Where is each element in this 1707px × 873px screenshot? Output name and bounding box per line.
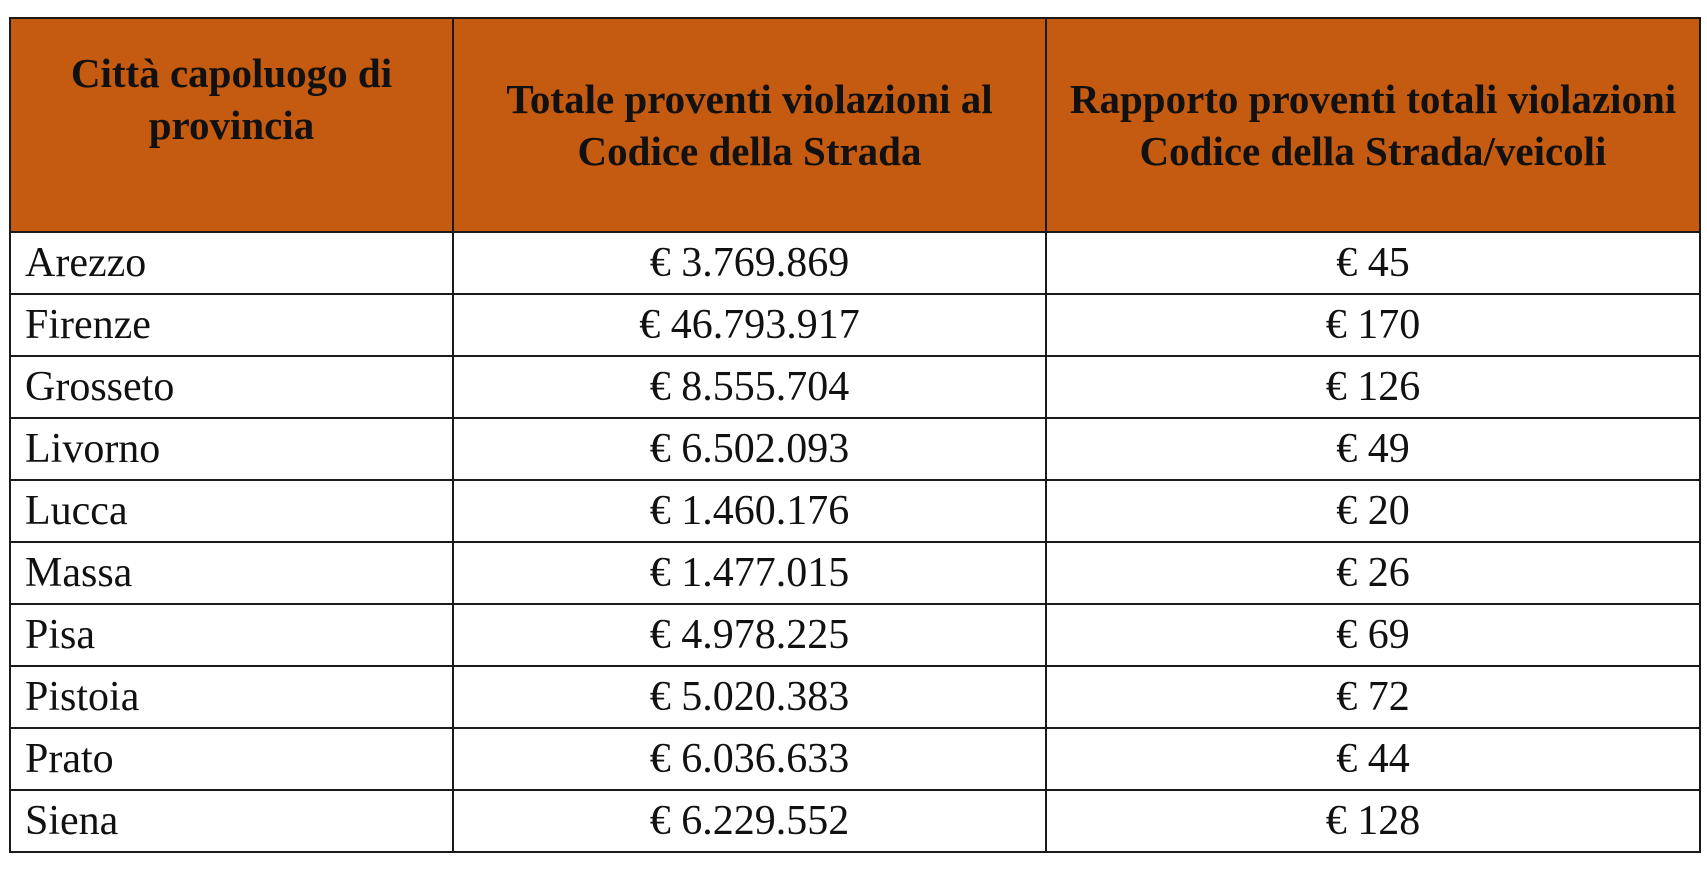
- table-row: [10, 232, 1700, 294]
- table-row: [10, 728, 1700, 790]
- cell-revenue-per-vehicle: € 44: [1046, 728, 1700, 790]
- header-total-revenue: Totale proventi violazioni al Codice della Strada: [453, 18, 1046, 232]
- cell-total-revenue: € 3.769.869: [453, 232, 1046, 294]
- cell-total-revenue: € 6.036.633: [453, 728, 1046, 790]
- table-body: [10, 232, 1700, 852]
- table-header: [10, 18, 1700, 232]
- cell-city: Prato: [10, 728, 453, 790]
- table-row: [10, 666, 1700, 728]
- cell-city: Livorno: [10, 418, 453, 480]
- table-row: [10, 480, 1700, 542]
- table-row: [10, 294, 1700, 356]
- cell-total-revenue: € 5.020.383: [453, 666, 1046, 728]
- cell-revenue-per-vehicle: € 72: [1046, 666, 1700, 728]
- cell-city: Pisa: [10, 604, 453, 666]
- cell-revenue-per-vehicle: € 69: [1046, 604, 1700, 666]
- cell-revenue-per-vehicle: € 126: [1046, 356, 1700, 418]
- cell-city: Massa: [10, 542, 453, 604]
- cell-city: Firenze: [10, 294, 453, 356]
- cell-total-revenue: € 6.502.093: [453, 418, 1046, 480]
- cell-revenue-per-vehicle: € 49: [1046, 418, 1700, 480]
- table-row: [10, 790, 1700, 852]
- cell-revenue-per-vehicle: € 128: [1046, 790, 1700, 852]
- header-revenue-per-vehicle: Rapporto proventi totali violazioni Codice della Strada/veicoli: [1046, 18, 1700, 232]
- cell-total-revenue: € 1.460.176: [453, 480, 1046, 542]
- cell-total-revenue: € 6.229.552: [453, 790, 1046, 852]
- fines-revenue-table: [9, 17, 1701, 853]
- header-row: [10, 18, 1700, 232]
- cell-city: Grosseto: [10, 356, 453, 418]
- table-row: [10, 542, 1700, 604]
- data-table-container: [9, 17, 1699, 853]
- cell-city: Arezzo: [10, 232, 453, 294]
- table-row: [10, 418, 1700, 480]
- cell-total-revenue: € 8.555.704: [453, 356, 1046, 418]
- cell-revenue-per-vehicle: € 20: [1046, 480, 1700, 542]
- header-city: Città capoluogo di provincia: [10, 18, 453, 232]
- cell-city: Lucca: [10, 480, 453, 542]
- table-row: [10, 604, 1700, 666]
- table-row: [10, 356, 1700, 418]
- cell-revenue-per-vehicle: € 45: [1046, 232, 1700, 294]
- cell-total-revenue: € 1.477.015: [453, 542, 1046, 604]
- cell-city: Pistoia: [10, 666, 453, 728]
- cell-total-revenue: € 4.978.225: [453, 604, 1046, 666]
- cell-city: Siena: [10, 790, 453, 852]
- cell-total-revenue: € 46.793.917: [453, 294, 1046, 356]
- cell-revenue-per-vehicle: € 26: [1046, 542, 1700, 604]
- cell-revenue-per-vehicle: € 170: [1046, 294, 1700, 356]
